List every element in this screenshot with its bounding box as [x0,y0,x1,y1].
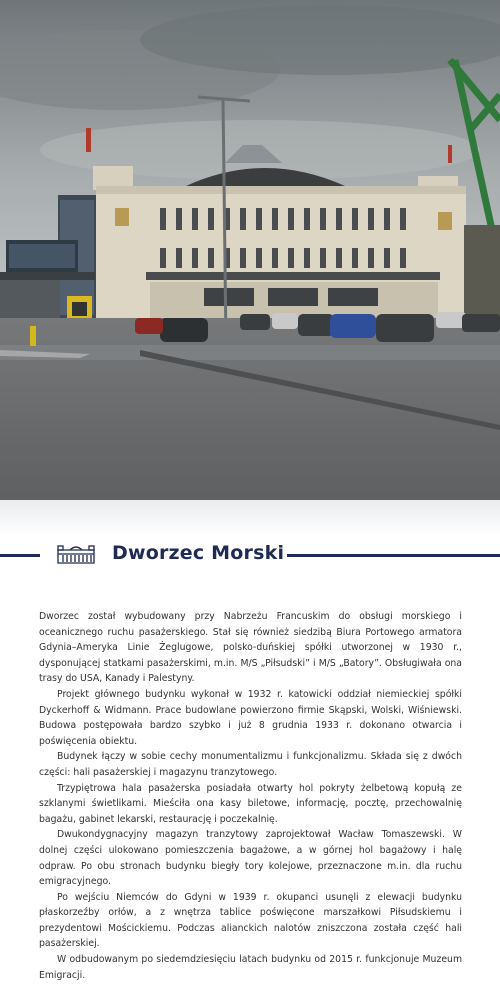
page-title: Dworzec Morski [112,542,285,564]
heading-rule-right [287,554,500,557]
section-heading [0,543,500,567]
paragraph: Dwukondygnacyjny magazyn tranzytowy zaprojektował Wacław Tomaszewski. W dolnej części ulokowano pomieszczenia bagażowe, a w górnej hol bagażowy i halę odpraw. Po obu stronach budynku biegły tory kolejowe, przeznaczone m.in. dla ruchu emigracyjnego. [39,829,462,888]
article-body [39,609,462,983]
photo-fade [0,500,500,536]
paragraph: Dworzec został wybudowany przy Nabrzeżu Francuskim do obsługi morskiego i oceanicznego ruchu pasażerskiego. Stał się również siedzibą Biura Portowego armatora Gdynia–Ameryka Linie Żeglugowe, polsko-duńskiej spółki utworzonej w 1930 r., dysponującej statkami pasażerskimi, m.in. M/S „Piłsudski” i M/S „Batory”. Obsługiwała ona trasy do USA, Kanady i Palestyny. [39,611,462,685]
paragraph: W odbudowanym po siedemdziesięciu latach budynku od 2015 r. funkcjonuje Muzeum Emigracji. [39,954,462,981]
heading-rule-left [0,554,40,557]
paragraph: Trzypiętrowa hala pasażerska posiadała otwarty hol pokryty żelbetową kopułą ze szklanymi świetlikami. Mieściła ona kasy biletowe, informację, pocztę, przechowalnię bagażu, gabinet lekarski, restaurację i poczekalnię. [39,782,462,825]
paragraph: Projekt głównego budynku wykonał w 1932 r. katowicki oddział niemieckiej spółki Dyckerhoff & Widmann. Prace budowlane powierzono firmie Skąpski, Wolski, Wiśniewski. Budowa postępowała bardzo szybko i już 8 grudnia 1933 r. dokonano otwarcia i poświęcenia obiektu. [39,688,462,747]
paragraph: Budynek łączy w sobie cechy monumentalizmu i funkcjonalizmu. Składa się z dwóch części: hali pasażerskiej i magazynu tranzytowego. [39,751,462,778]
building-icon [56,543,96,565]
paragraph: Po wejściu Niemców do Gdyni w 1939 r. okupanci usunęli z elewacji budynku płaskorzeźby orłów, a z wnętrza tablice poświęcone marszałkowi Piłsudskiemu i prezydentowi Mościckiemu. Podczas alianckich nalotów zniszczona została część hali pasażerskiej. [39,891,462,950]
